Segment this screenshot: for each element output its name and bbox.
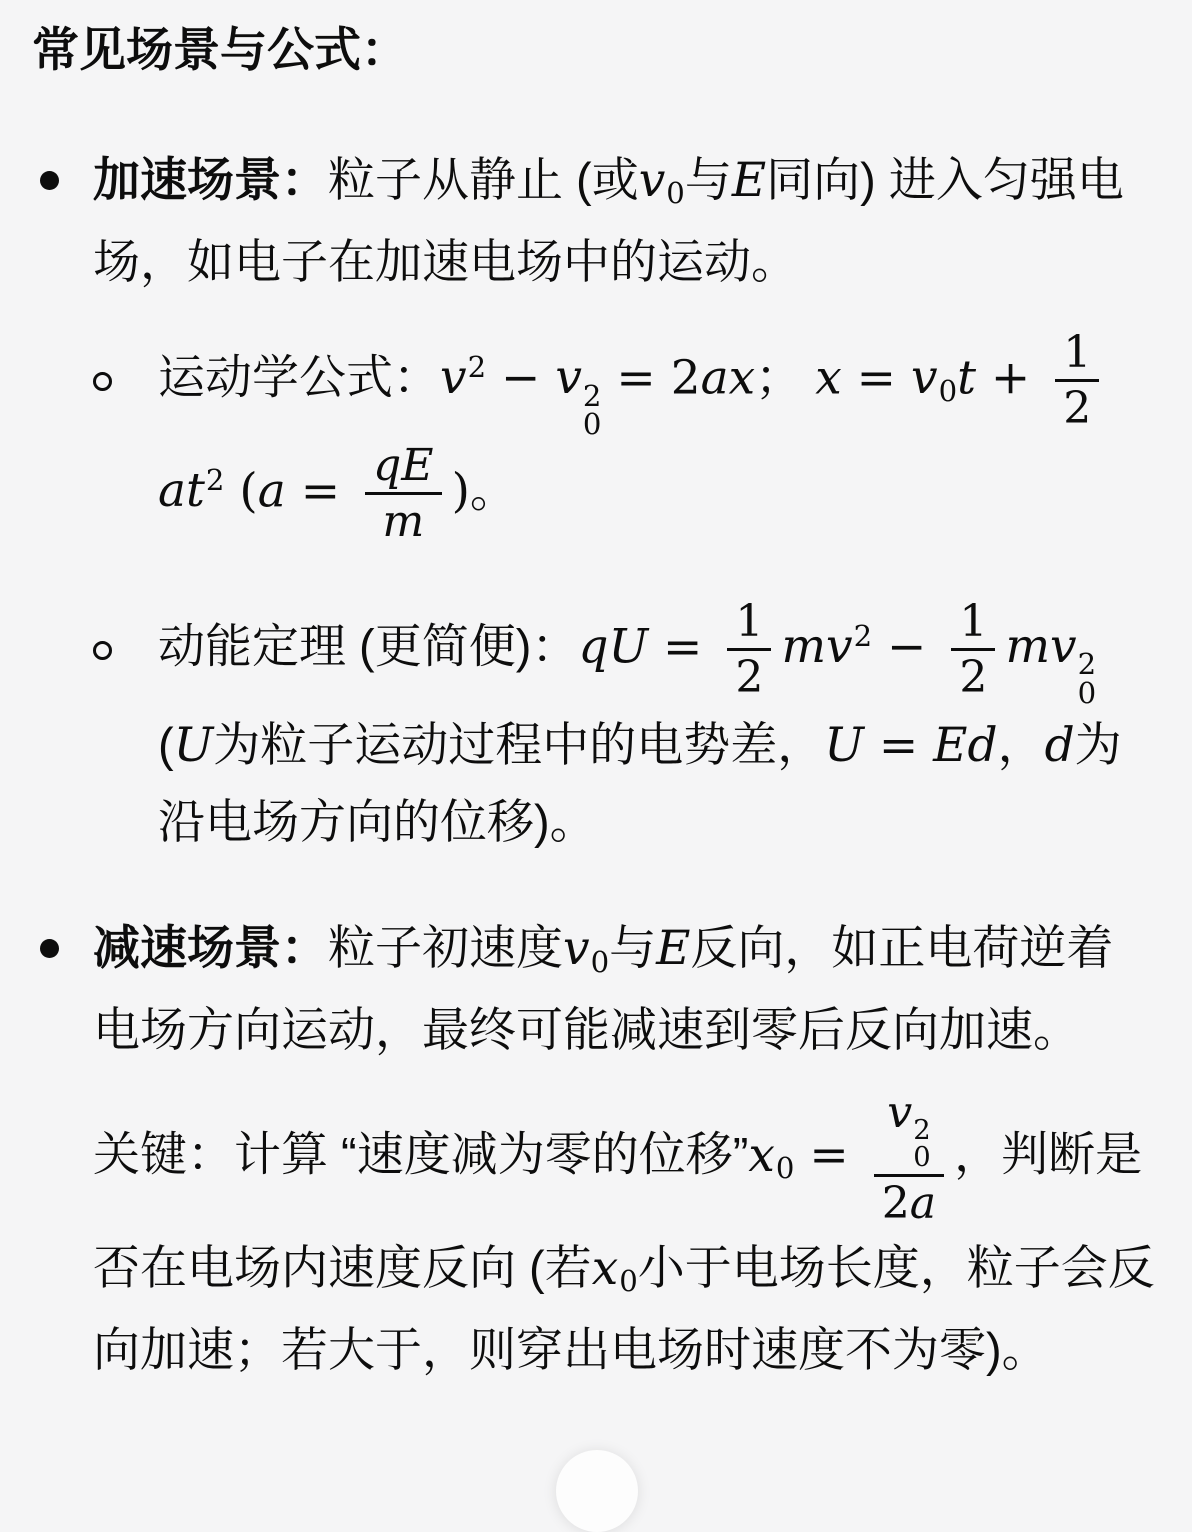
subbullet-kinematics-formula (32, 326, 1156, 549)
text-run: 粒子从静止 (或 (328, 153, 639, 206)
math-operator: = 2 (601, 350, 701, 406)
math-operator: = (794, 1127, 864, 1183)
math-fraction (1055, 326, 1099, 436)
math-operator: = (841, 350, 911, 406)
bullet-accelerate-scenario (32, 142, 1156, 300)
text-run: ，判断是否在电场内速度反向 (若 (93, 1127, 1143, 1295)
fraction-numerator (951, 595, 995, 648)
math-subscripted: x0 (591, 1241, 638, 1299)
fraction-denominator (951, 648, 995, 704)
math-fraction (951, 595, 995, 705)
fraction-numerator (874, 1086, 944, 1173)
math-variable: U (173, 718, 214, 774)
math-variable: ax (700, 350, 756, 406)
math-subscripted: x0 (748, 1127, 795, 1185)
heading (32, 14, 1156, 86)
math-operator: 1 (1063, 327, 1092, 378)
math-fraction (874, 1086, 944, 1230)
math-subscripted: v0 (911, 350, 958, 408)
bold-label: 加速场景： (93, 153, 328, 206)
math-superscripted: $at^2$ (158, 463, 225, 519)
math-operator: 2 (959, 652, 988, 704)
text-run: ； (755, 350, 816, 404)
math-sub-superscripted: v 2 0 (887, 1087, 931, 1173)
text-run: 为沿电场方向的位移)。 (158, 718, 1122, 849)
fraction-denominator (1055, 379, 1099, 435)
fraction-denominator (874, 1174, 944, 1230)
math-sub-superscripted: mv 2 0 (1005, 619, 1097, 710)
circle-bullet-icon (93, 641, 112, 660)
subbullet-work-energy-theorem (32, 595, 1156, 861)
math-variable: t (957, 350, 976, 406)
math-variable: U (824, 718, 864, 774)
math-superscripted: $mv^2$ (781, 619, 873, 675)
math-operator: 1 (959, 595, 988, 647)
text-run: 小于电场长度，粒子会反向加速；若大于，则穿出电场时速度不为零)。 (93, 1241, 1155, 1377)
circle-bullet-icon (93, 372, 112, 391)
math-fraction (365, 439, 442, 549)
math-operator: 2 (1063, 383, 1092, 435)
math-variable: a (909, 1177, 937, 1229)
text-run: 粒子初速度 (328, 921, 563, 975)
math-variable: a (257, 463, 286, 519)
bold-label: 常见场景与公式： (32, 23, 408, 76)
math-superscripted: $v^2$ (440, 350, 487, 406)
math-subscripted: v0 (638, 153, 685, 211)
math-operator: − (486, 350, 556, 406)
math-operator: − (872, 619, 942, 675)
fraction-numerator (1055, 326, 1099, 379)
text-run: 。 (469, 463, 517, 517)
math-variable: E (656, 921, 691, 977)
math-subscripted: v0 (563, 921, 610, 979)
text-run: 关键：计算 “速度减为零的位移” (93, 1127, 749, 1181)
math-operator: 2 (881, 1177, 910, 1229)
math-operator: = (863, 718, 934, 774)
math-variable: qE (373, 439, 434, 491)
bold-label: 减速场景： (93, 921, 328, 975)
math-sub-superscripted: v 2 0 (555, 350, 602, 442)
text-run: ， (997, 718, 1045, 772)
text-run: 运动学公式： (158, 350, 440, 404)
fraction-numerator (365, 439, 442, 492)
math-variable: Ed (933, 718, 998, 774)
scroll-to-bottom-button[interactable] (556, 1450, 638, 1532)
math-operator: 2 (735, 652, 764, 704)
math-variable: x (815, 350, 842, 406)
text-run: ( (158, 718, 174, 772)
math-operator: ( (224, 463, 258, 519)
key-note (32, 1086, 1156, 1388)
fraction-denominator (365, 492, 442, 548)
fraction-numerator (727, 595, 771, 648)
text-run: 与 (609, 921, 657, 975)
text-run: 动能定理 (更简便)： (158, 619, 579, 673)
bullet-icon (40, 939, 59, 958)
fraction-denominator (727, 648, 771, 704)
math-variable: qU (578, 619, 649, 675)
bullet-icon (40, 171, 59, 190)
text-run: 为粒子运动过程中的电势差， (213, 718, 825, 772)
math-fraction (727, 595, 771, 705)
math-operator: = (285, 463, 356, 519)
math-operator: 1 (735, 595, 764, 647)
text-run: 同向) 进入匀强电场，如电子在加速电场中的运动。 (93, 153, 1124, 288)
math-variable: E (731, 153, 767, 208)
math-operator: = (648, 619, 718, 675)
math-operator: ) (451, 463, 470, 519)
text-run: 反向，如正电荷逆着电场方向运动，最终可能减速到零后反向加速。 (93, 921, 1114, 1057)
text-run: 与 (684, 153, 732, 206)
bullet-decelerate-scenario (32, 910, 1156, 1068)
math-variable: d (1044, 718, 1075, 774)
math-operator: + (975, 350, 1046, 406)
math-variable: m (382, 496, 425, 548)
